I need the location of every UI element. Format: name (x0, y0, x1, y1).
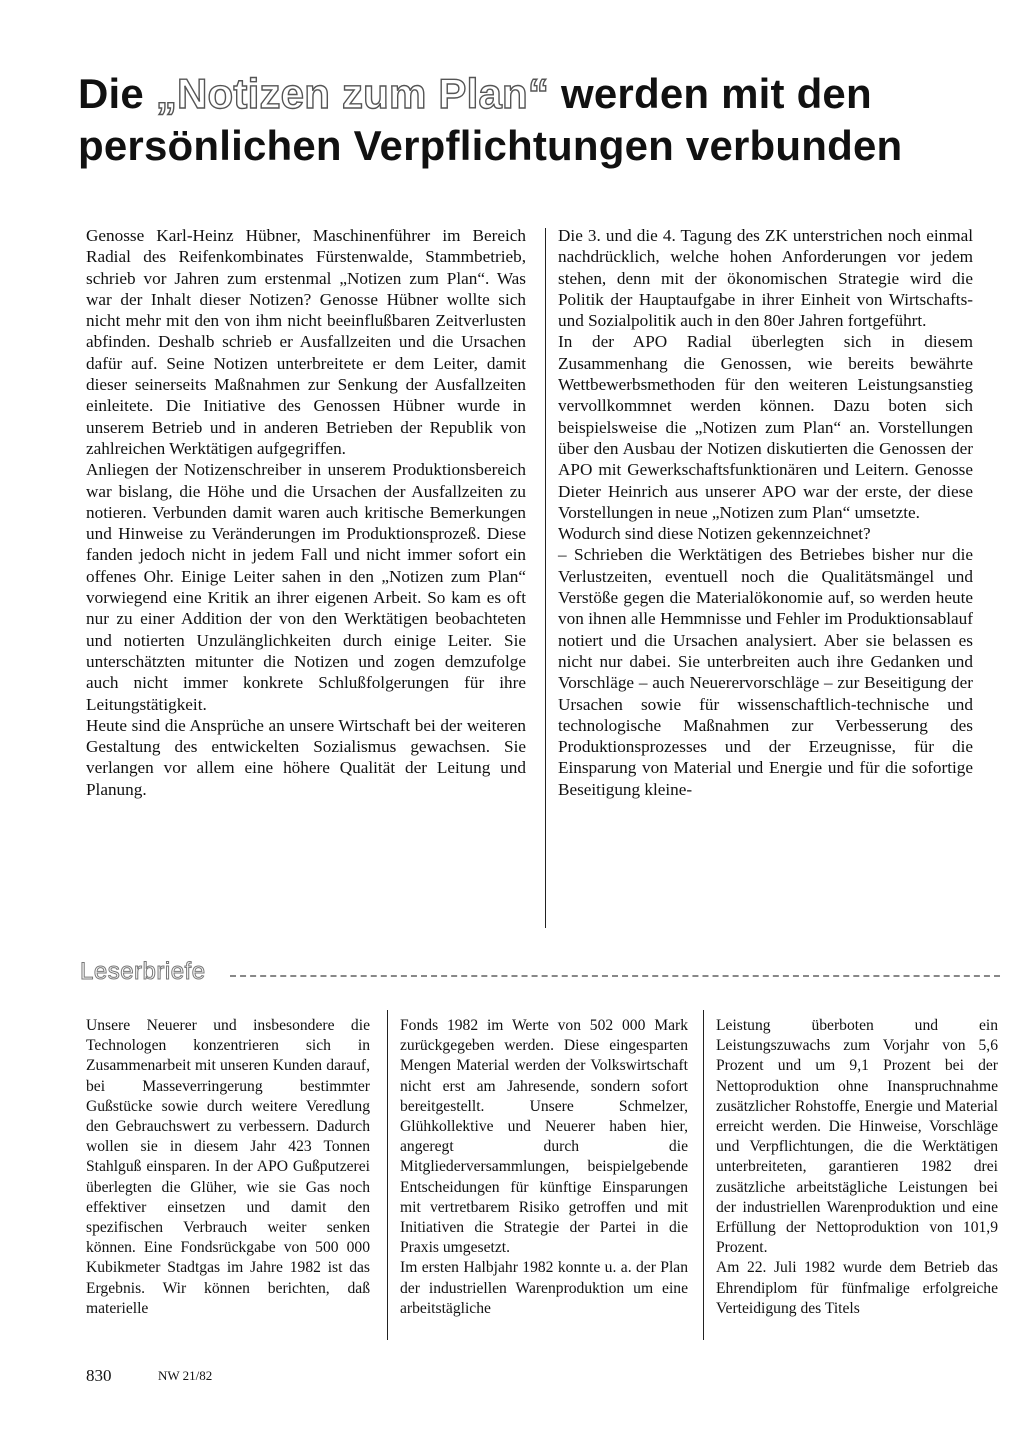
article-paragraph: – Schrieben die Werktätigen des Betriebes bisher nur die Verlustzeiten, eventuell noch die Qualitätsmängel und Verstöße gegen die Materialökonomie auf, so werden heute von ihnen alle Hemmnisse und Fehler im Produktionsablauf notiert und die Ursachen analysiert. Aber sie belassen es nicht nur dabei. Sie unterbreiten auch ihre Gedanken und Vorschläge – auch Neuerervorschläge – zur Beseitigung der Ursachen sowie für wissenschaftlich-technische und technologische Maßnahmen zur Verbesserung des Produktionsprozesses und der Erzeugnisse, für die Einsparung von Material und Energie und für die sofortige Beseitigung kleine- (558, 545, 973, 799)
column-divider (545, 228, 546, 928)
article-paragraph: Genosse Karl-Heinz Hübner, Maschinenführer im Bereich Radial des Reifenkombinates Fürstenwalde, Stammbetrieb, schrieb vor Jahren zum erstenmal „Notizen zum Plan“. Was war der Inhalt dieser Notizen? Genosse Hübner wollte sich nicht mehr mit den von ihm nicht beeinflußbaren Zeitverlusten abfinden. Deshalb schrieb er Ausfallzeiten und die Ursachen dafür auf. Seine Notizen unterbreitete er dem Leiter, damit dieser seinerseits Maßnahmen zur Senkung der Ausfallzeiten einleitete. Die Initiative des Genossen Hübner wurde in unserem Betrieb und in anderen Betrieben der Republik von zahlreichen Werktätigen aufgegriffen. (86, 226, 526, 458)
letter-paragraph: Fonds 1982 im Werte von 502 000 Mark zurückgegeben werden. Diese eingesparten Mengen Material werden der Volkswirtschaft nicht erst am Jahresende, sondern sofort bereitgestellt. Unsere Schmelzer, Glühkollektive und Neuerer haben hier, angeregt durch die Mitgliederversammlungen, beispielgebende Entscheidungen für künftige Einsparungen mit vertretbarem Risiko getroffen und mit Initiativen die Strategie der Partei in die Praxis umgesetzt. (400, 1017, 688, 1257)
article-paragraph: In der APO Radial überlegten sich in diesem Zusammenhang die Genossen, wie bereits bewährte Wettbewerbsmethoden für den weiteren Leistungsanstieg vervollkommnet werden können. Dazu boten sich beispielsweise die „Notizen zum Plan“ an. Vorstellungen über den Ausbau der Notizen diskutierten die Genossen der APO mit Gewerkschaftsfunktionären und Leitern. Genosse Dieter Heinrich aus unserer APO war der erste, der diese Vorstellungen in neue „Notizen zum Plan“ umsetzte. (558, 332, 973, 522)
section-rule (230, 975, 1000, 977)
section-title: Leserbriefe (80, 958, 206, 985)
headline-after: werden mit den persönlichen Verpflichtungen verbunden (78, 70, 903, 169)
headline (78, 68, 998, 172)
letter-paragraph: Unsere Neuerer und insbesondere die Technologen konzentrieren sich in Zusammenarbeit mit unseren Kunden darauf, bei Masseverringerung bestimmter Gußstücke sowie durch weitere Veredlung den Gebrauchswert zu verbessern. Dadurch wollen sie in diesem Jahr 423 Tonnen Stahlguß einsparen. In der APO Gußputzerei überlegten die Glüher, wie sie Gas noch effektiver einsetzen und damit den spezifischen Verbrauch weiter senken können. Eine Fondsrückgabe von 500 000 Kubikmeter Stadtgas im Jahre 1982 ist das Ergebnis. Wir können berichten, daß materielle (86, 1017, 370, 1317)
article-column-right (558, 225, 973, 800)
letter-paragraph: Leistung überboten und ein Leistungszuwachs zum Vorjahr von 5,6 Prozent und um 9,1 Prozent bei der Nettoproduktion ohne Inanspruchnahme zusätzlicher Rohstoffe, Energie und Material erreicht werden. Die Hinweise, Vorschläge und Verpflichtungen, die die Werktätigen unterbreiteten, garantieren 1982 drei zusätzliche arbeitstägliche Leistungen bei der industriellen Warenproduktion und eine Erfüllung der Nettoproduktion von 101,9 Prozent. (716, 1017, 998, 1257)
page-number: 830 (86, 1366, 112, 1385)
section-header (80, 958, 1000, 988)
article-column-left (86, 225, 526, 800)
article-paragraph: Wodurch sind diese Notizen gekennzeichnet? (558, 524, 871, 544)
issue-label: NW 21/82 (158, 1368, 213, 1383)
headline-before: Die (78, 70, 156, 117)
headline-highlight: „Notizen zum Plan“ (155, 70, 550, 117)
letter-paragraph: Im ersten Halbjahr 1982 konnte u. a. der Plan der industriellen Warenproduktion um eine arbeitstägliche (400, 1259, 688, 1317)
letters-column-3 (716, 1016, 998, 1319)
article-paragraph: Die 3. und die 4. Tagung des ZK unterstrichen noch einmal nachdrücklich, welche hohen Anforderungen vor jedem stehen, denn mit der ökonomischen Strategie wird die Politik der Hauptaufgabe in ihrer Einheit von Wirtschafts- und Sozialpolitik auch in den 80er Jahren fortgeführt. (558, 226, 973, 331)
article-paragraph: Heute sind die Ansprüche an unsere Wirtschaft bei der weiteren Gestaltung des entwickelten Sozialismus gewachsen. Sie verlangen vor allem eine höhere Qualität der Leitung und Planung. (86, 715, 526, 799)
column-divider (703, 1010, 704, 1340)
column-divider (387, 1010, 388, 1340)
article-paragraph: Anliegen der Notizenschreiber in unserem Produktionsbereich war bislang, die Höhe und die Ursachen der Ausfallzeiten zu notieren. Verbunden damit waren auch kritische Bemerkungen und Hinweise zu Veränderungen im Produktionsprozeß. Diese fanden jedoch nicht in jedem Fall und nicht immer sofort ein offenes Ohr. Einige Leiter sahen in den „Notizen zum Plan“ vorwiegend eine Kritik an ihrer eigenen Arbeit. So kam es oft nur zu einer Addition der von den Werktätigen beobachteten und notierten Unzulänglichkeiten durch einige Leiter. Sie unterschätzten mitunter die Notizen und zogen demzufolge auch nicht immer konkrete Schlußfolgerungen für ihre Leitungstätigkeit. (86, 460, 526, 714)
letters-column-1 (86, 1016, 370, 1319)
letter-paragraph: Am 22. Juli 1982 wurde dem Betrieb das Ehrendiplom für fünfmalige erfolgreiche Verteidigung des Titels (716, 1259, 998, 1317)
letters-column-2 (400, 1016, 688, 1319)
